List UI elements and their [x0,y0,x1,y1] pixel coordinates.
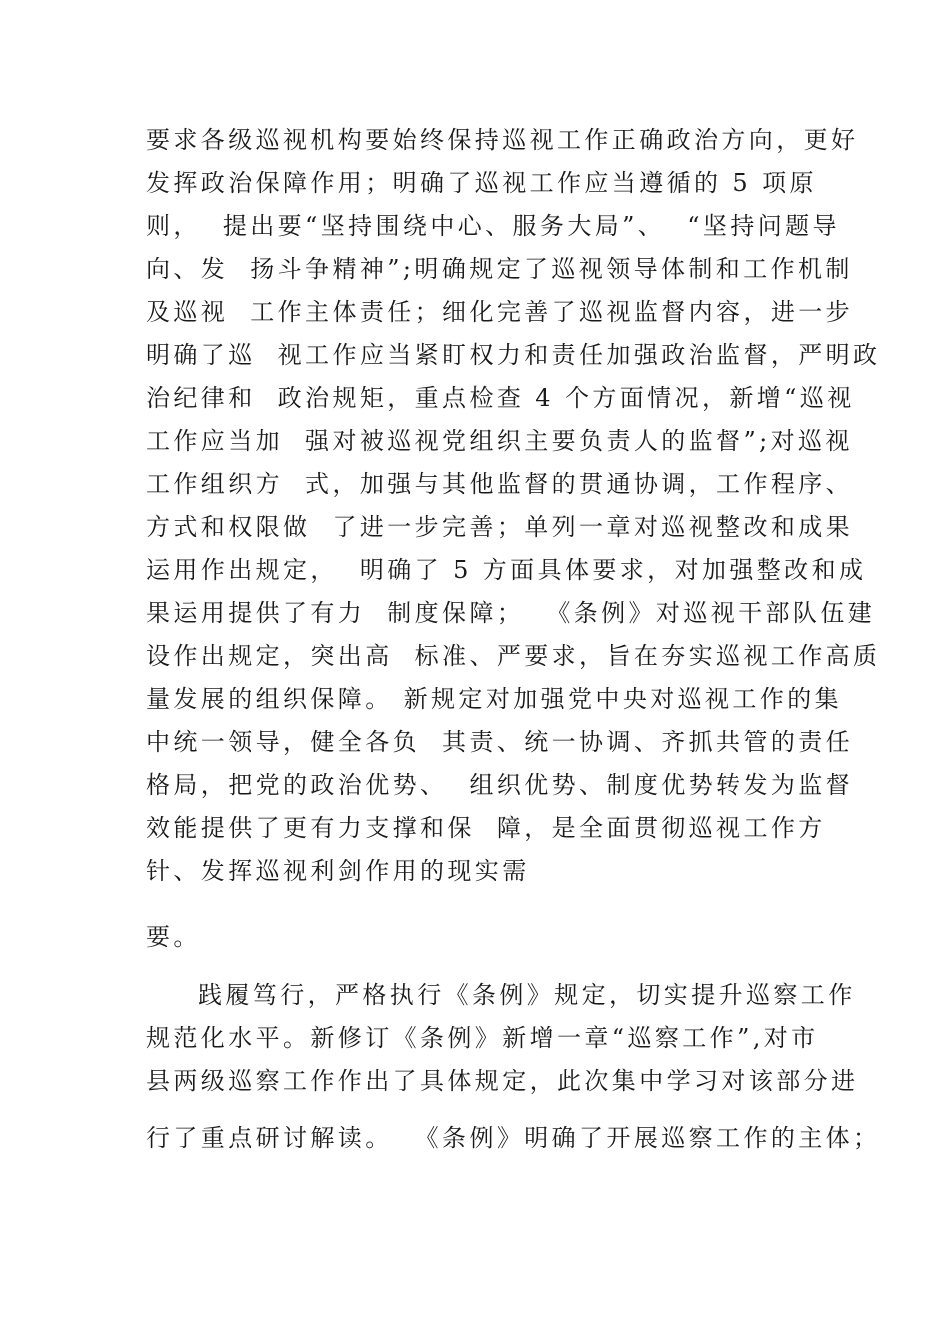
paragraph-1-line-4: 向、发 扬斗争精神”;明确规定了巡视领导体制和工作机制 [146,255,853,283]
paragraph-1-line-6: 明确了巡 视工作应当紧盯权力和责任加强政治监督，严明政 [146,341,881,369]
paragraph-1-line-14: 量发展的组织保障。 新规定对加强党中央对巡视工作的集 [146,685,843,713]
paragraph-1-line-18: 针、发挥巡视利剑作用的现实需 [146,857,530,885]
paragraph-1-line-12: 果运用提供了有力 制度保障； 《条例》对巡视干部队伍建 [146,599,876,627]
paragraph-1-line-2: 发挥政治保障作用；明确了巡视工作应当遵循的 5 项原 [146,169,817,197]
paragraph-1-line-1: 要求各级巡视机构要始终保持巡视工作正确政治方向，更好 [146,126,859,154]
paragraph-1-line-8: 工作应当加 强对被巡视党组织主要负责人的监督”;对巡视 [146,427,853,455]
paragraph-1-line-9: 工作组织方 式，加强与其他监督的贯通协调，工作程序、 [146,470,854,498]
paragraph-1-line-17: 效能提供了更有力支撑和保 障，是全面贯彻巡视工作方 [146,814,826,842]
paragraph-1-line-10: 方式和权限做 了进一步完善；单列一章对巡视整改和成果 [146,513,854,541]
paragraph-1-line-15: 中统一领导，健全各负 其责、统一协调、齐抓共管的责任 [146,728,854,756]
paragraph-1-tail: 要。 [146,923,201,951]
paragraph-2-line-3: 县两级巡察工作作出了具体规定，此次集中学习对该部分进 [146,1067,859,1095]
paragraph-1-line-11: 运用作出规定， 明确了 5 方面具体要求，对加强整改和成 [146,556,867,584]
paragraph-1-line-7: 治纪律和 政治规矩，重点检查 4 个方面情况，新增“巡视 [146,384,855,412]
paragraph-1-line-16: 格局，把党的政治优势、 组织优势、制度优势转发为监督 [146,771,854,799]
paragraph-1-line-3: 则， 提出要“坚持围绕中心、服务大局”、 “坚持问题导 [146,212,840,240]
paragraph-2-line-1: 践履笃行，严格执行《条例》规定，切实提升巡察工作 [198,981,856,1009]
paragraph-1-line-13: 设作出规定，突出高 标准、严要求，旨在夯实巡视工作高质 [146,642,881,670]
paragraph-1-line-5: 及巡视 工作主体责任；细化完善了巡视监督内容，进一步 [146,298,854,326]
paragraph-2-line-2: 规范化水平。新修订《条例》新增一章“巡察工作”,对市 [146,1024,819,1052]
paragraph-2-line-4: 行了重点研讨解读。 《条例》明确了开展巡察工作的主体； [146,1124,881,1152]
